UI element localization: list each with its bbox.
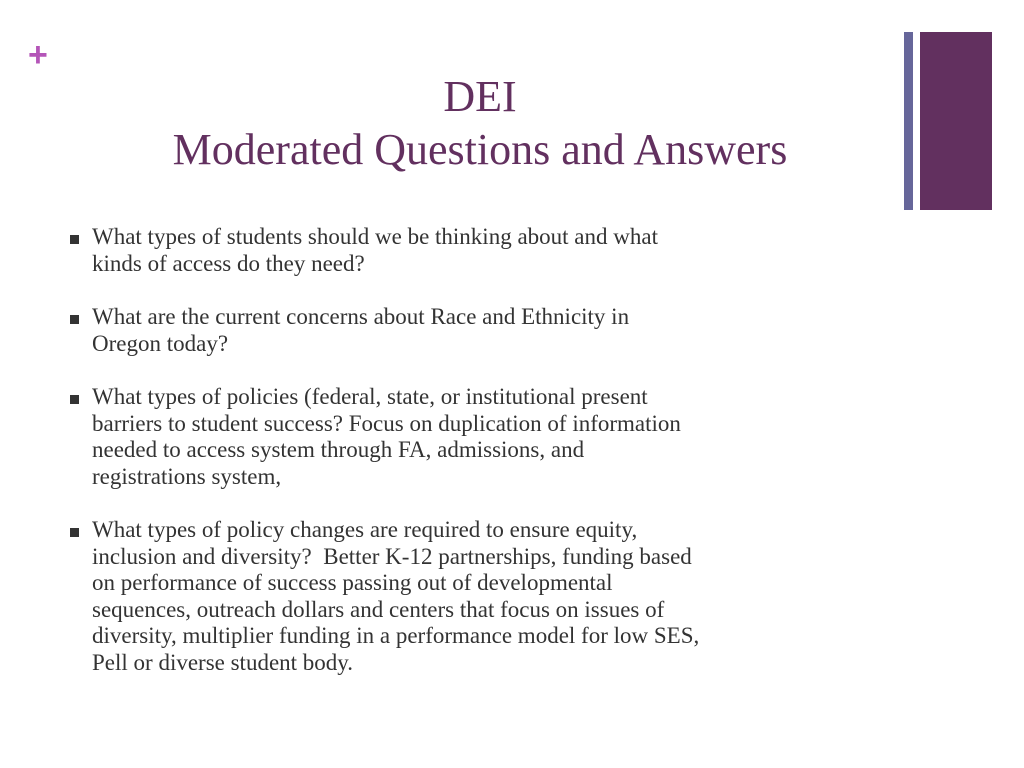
corner-plus-mark: +: [28, 36, 48, 74]
square-bullet-icon: [70, 235, 79, 244]
accent-bar-thin: [904, 32, 913, 210]
bullet-text: What types of students should we be thinking about and what kinds of access do they need?: [92, 224, 658, 276]
bullet-text: What types of policies (federal, state, or institutional present barriers to student success? Focus on duplication of information needed to access system through FA, admissions, and registrations system,: [92, 384, 681, 489]
bullet-text: What types of policy changes are required to ensure equity, inclusion and diversity? Better K-12 partnerships, funding based on performance of success passing out of developmental sequences, outreach dollars and centers that focus on issues of diversity, multiplier funding in a performance model for low SES, Pell or diverse student body.: [92, 517, 700, 675]
bullet-list: [68, 224, 898, 703]
bullet-text: What are the current concerns about Race and Ethnicity in Oregon today?: [92, 304, 630, 356]
accent-bar-thick: [920, 32, 992, 210]
bullet-item: [68, 304, 898, 357]
title-line-2: Moderated Questions and Answers: [172, 125, 788, 174]
title-line-1: DEI: [443, 72, 517, 121]
bullet-item: [68, 384, 898, 490]
square-bullet-icon: [70, 528, 79, 537]
slide-title: [60, 70, 900, 176]
bullet-item: [68, 517, 898, 676]
square-bullet-icon: [70, 315, 79, 324]
bullet-item: [68, 224, 898, 277]
square-bullet-icon: [70, 395, 79, 404]
